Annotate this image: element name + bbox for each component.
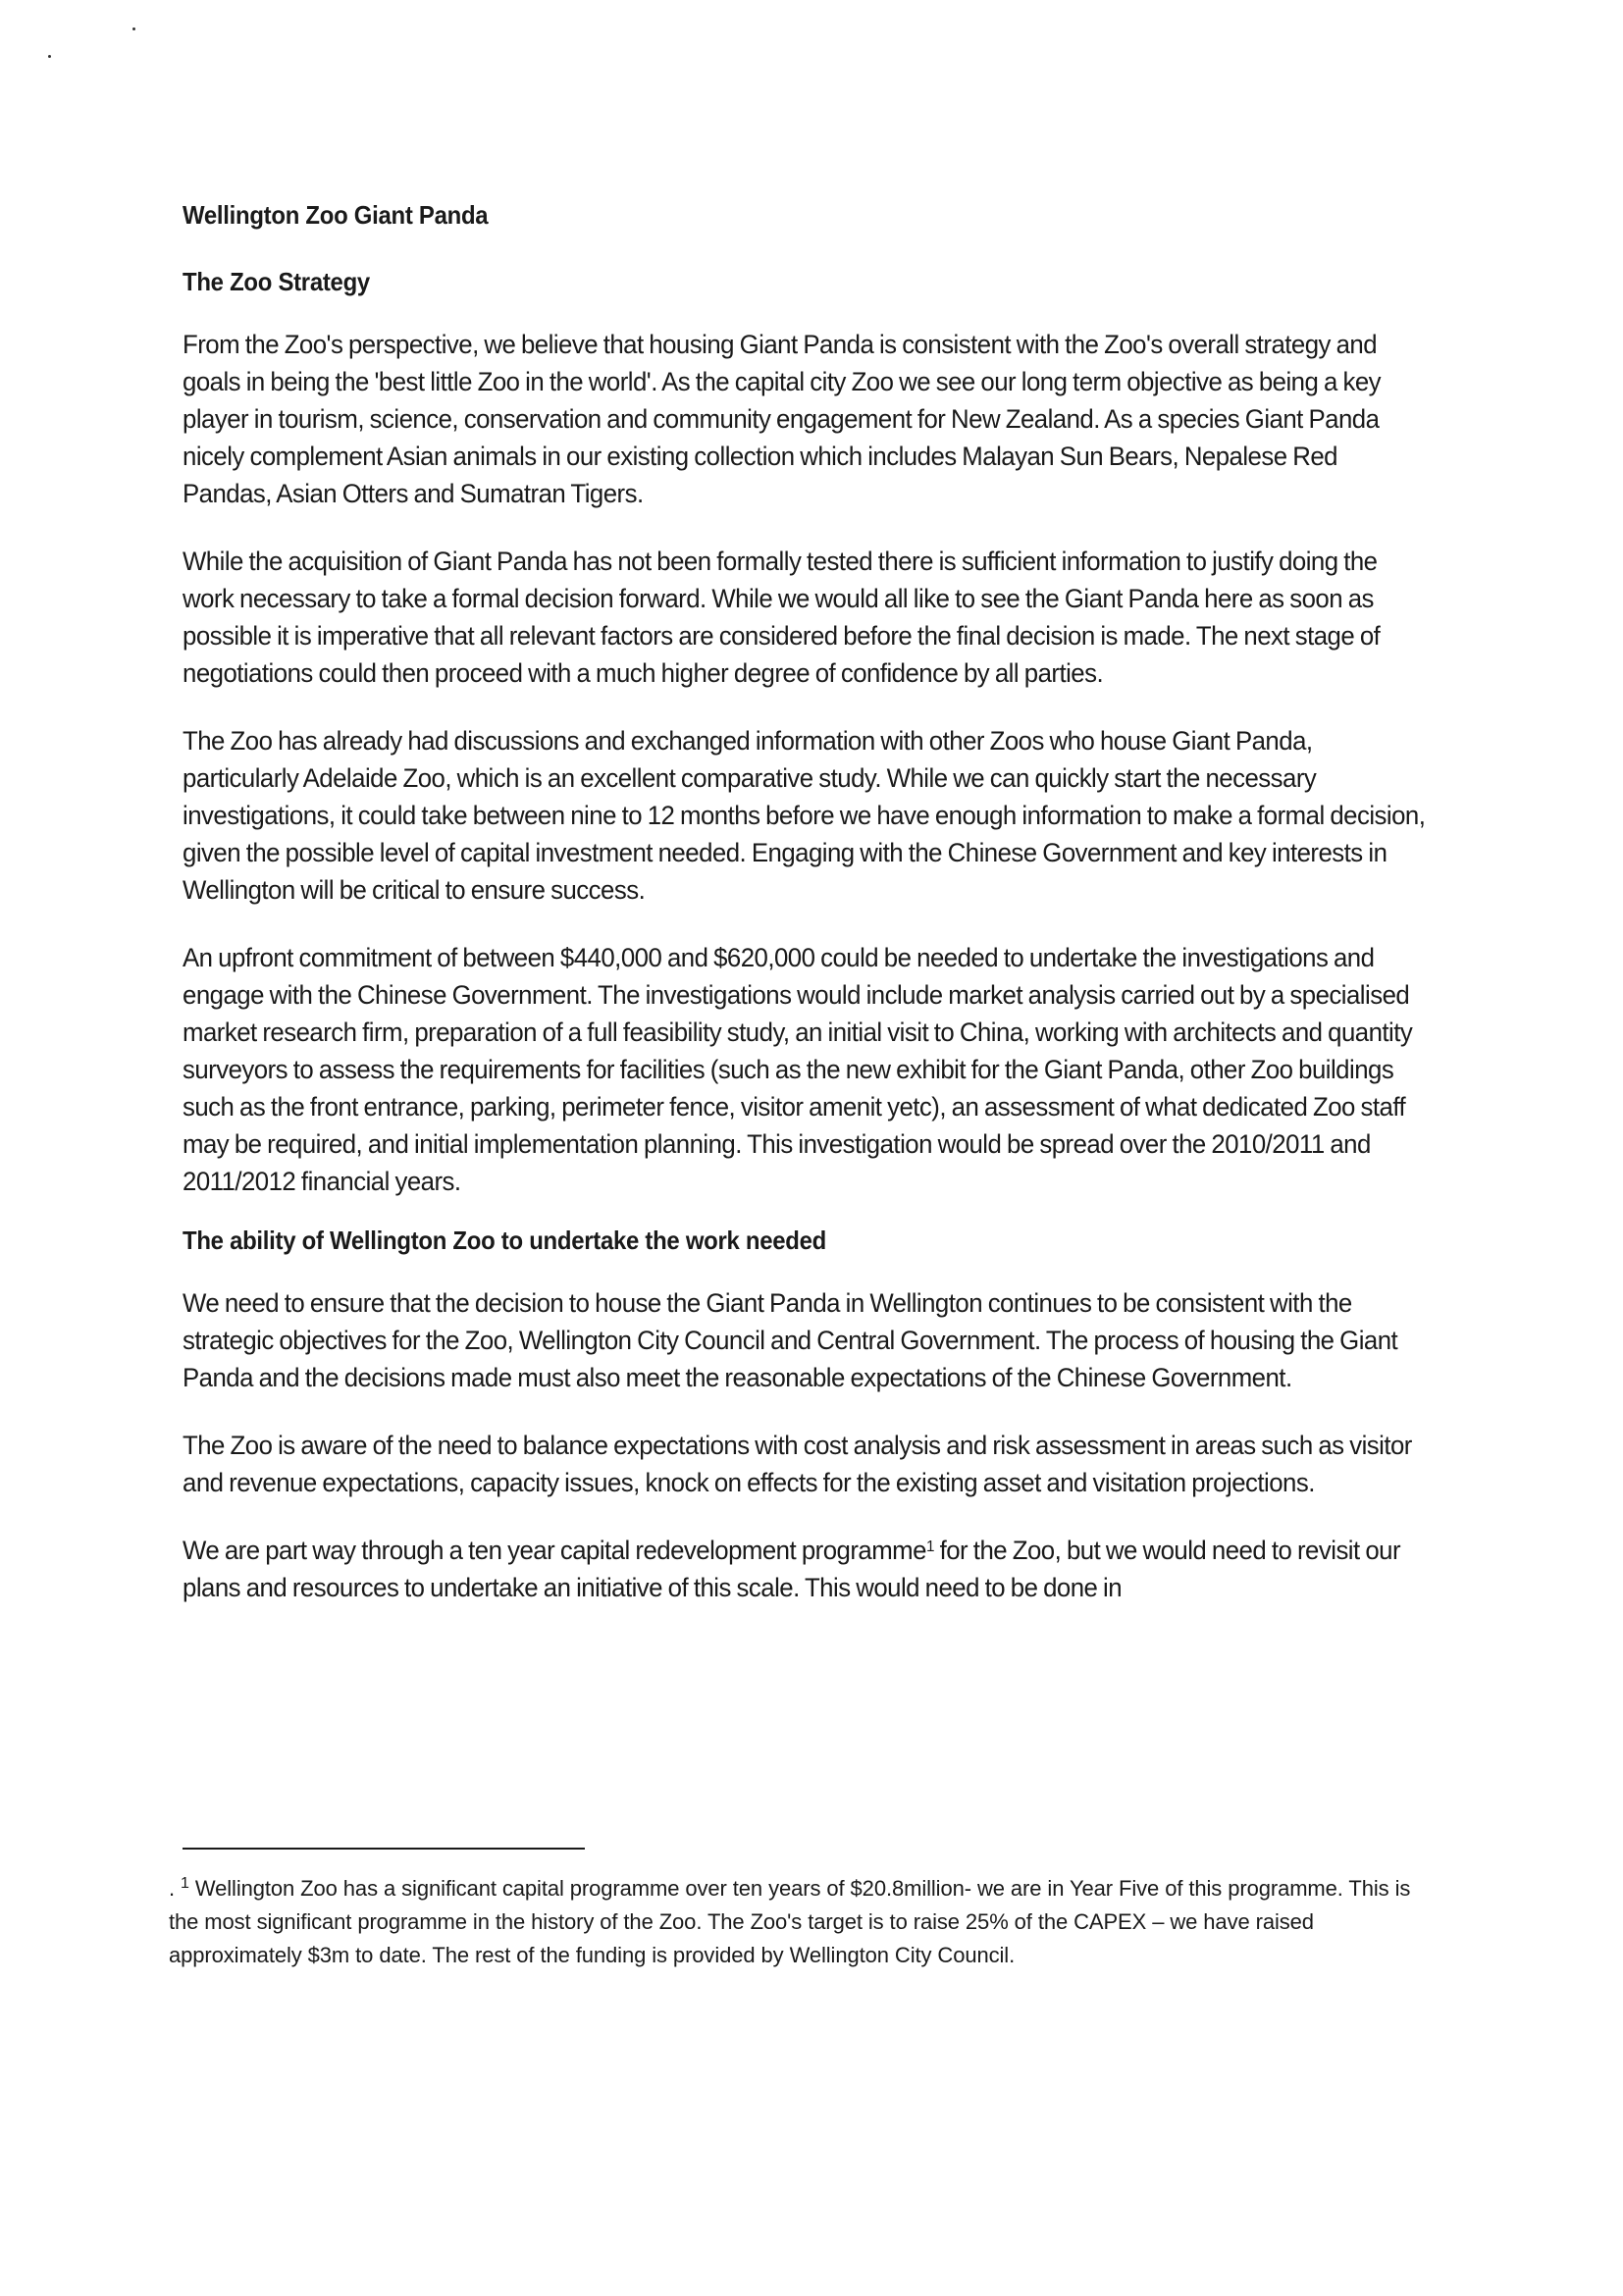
document-body — [183, 196, 1429, 1606]
paragraph: While the acquisition of Giant Panda has not been formally tested there is sufficient information to justify doing the work necessary to take a formal decision forward. While we would all like to see the Giant Panda here as soon as possible it is imperative that all relevant factors are considered before the final decision is made. The next stage of negotiations could then proceed with a much higher degree of confidence by all parties. — [183, 547, 1381, 688]
footnote-reference: 1 — [925, 1539, 934, 1555]
footnote-separator — [183, 1848, 585, 1850]
scan-speck — [48, 55, 51, 58]
footnote-number: 1 — [181, 1875, 189, 1892]
paragraph-text: We are part way through a ten year capital redevelopment programme — [183, 1536, 926, 1565]
footnote-leading-mark: . — [169, 1876, 176, 1901]
section-heading-ability: The ability of Wellington Zoo to undertake the work needed — [183, 1226, 827, 1255]
paragraph: The Zoo is aware of the need to balance expectations with cost analysis and risk assessment in areas such as visitor and revenue expectations, capacity issues, knock on effects for the existing asset and visitation projections. — [183, 1431, 1412, 1497]
footnote — [169, 1872, 1444, 1972]
scan-speck — [132, 27, 135, 30]
section-heading-strategy: The Zoo Strategy — [183, 267, 370, 296]
paragraph: From the Zoo's perspective, we believe that housing Giant Panda is consistent with the Zoo's overall strategy and goals in being the 'best little Zoo in the world'. As the capital city Zoo we see our long term objective as being a key player in tourism, science, conservation and community engagement for New Zealand. As a species Giant Panda nicely complement Asian animals in our existing collection which includes Malayan Sun Bears, Nepalese Red Pandas, Asian Otters and Sumatran Tigers. — [183, 330, 1382, 508]
paragraph: An upfront commitment of between $440,000 and $620,000 could be needed to undertake the investigations and engage with the Chinese Government. The investigations would include market analysis carried out by a specialised market research firm, preparation of a full feasibility study, an initial visit to China, working with architects and quantity surveyors to assess the requirements for facilities (such as the new exhibit for the Giant Panda, other Zoo buildings such as the front entrance, parking, perimeter fence, visitor amenit yetc), an assessment of what dedicated Zoo staff may be required, and initial implementation planning. This investigation would be spread over the 2010/2011 and 2011/2012 financial years. — [183, 943, 1413, 1196]
paragraph-with-footnote-ref — [183, 1532, 1429, 1606]
paragraph-text: for the Zoo, but we would need to revisit our plans and resources to undertake an initiative of this scale. This would need to be done in — [183, 1536, 1401, 1602]
paragraph: We need to ensure that the decision to house the Giant Panda in Wellington continues to be consistent with the strategic objectives for the Zoo, Wellington City Council and Central Government. The process of housing the Giant Panda and the decisions made must also meet the reasonable expectations of the Chinese Government. — [183, 1288, 1398, 1392]
paragraph: The Zoo has already had discussions and exchanged information with other Zoos who house Giant Panda, particularly Adelaide Zoo, which is an excellent comparative study. While we can quickly start the necessary investigations, it could take between nine to 12 months before we have enough information to make a formal decision, given the possible level of capital investment needed. Engaging with the Chinese Government and key interests in Wellington will be critical to ensure success. — [183, 726, 1426, 905]
document-title: Wellington Zoo Giant Panda — [183, 200, 489, 230]
footnote-text: Wellington Zoo has a significant capital programme over ten years of $20.8million- we are in Year Five of this programme. This is the most significant programme in the history of the Zoo. The Zoo's target is to raise 25% of the CAPEX – we have raised approximately $3m to date. The rest of the funding is provided by Wellington City Council. — [169, 1876, 1411, 1967]
